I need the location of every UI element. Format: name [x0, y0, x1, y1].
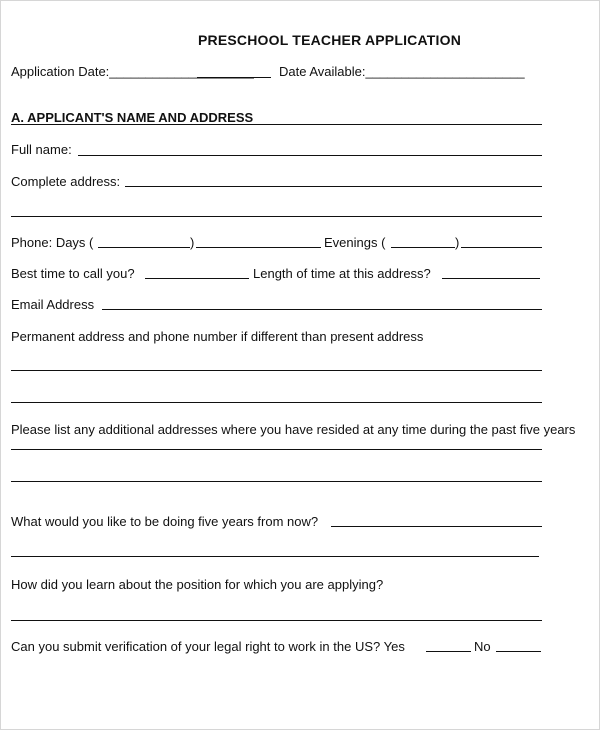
- evenings-number-field[interactable]: [461, 247, 542, 248]
- verification-yes-field[interactable]: [426, 651, 471, 652]
- five-years-label: What would you like to be doing five years from now?: [11, 514, 319, 529]
- phone-days-area-code-field[interactable]: [98, 247, 190, 248]
- complete-address-label: Complete address:: [11, 174, 121, 189]
- complete-address-field[interactable]: [125, 186, 542, 187]
- learn-about-position-field[interactable]: [11, 620, 542, 621]
- length-of-time-field[interactable]: [442, 278, 540, 279]
- complete-address-field-line-2[interactable]: [11, 216, 542, 217]
- permanent-address-field-line-1[interactable]: [11, 370, 542, 371]
- additional-addresses-field-line-2[interactable]: [11, 481, 542, 482]
- full-name-field[interactable]: [78, 155, 542, 156]
- additional-addresses-field-line-1[interactable]: [11, 449, 542, 450]
- email-field[interactable]: [102, 309, 542, 310]
- phone-days-number-field[interactable]: [196, 247, 321, 248]
- five-years-field-line-2[interactable]: [11, 556, 539, 557]
- section-a-heading: A. APPLICANT'S NAME AND ADDRESS: [11, 110, 254, 125]
- best-time-field[interactable]: [145, 278, 249, 279]
- evenings-label: Evenings (: [324, 235, 386, 250]
- permanent-address-field-line-2[interactable]: [11, 402, 542, 403]
- phone-days-close-paren: ): [190, 235, 195, 250]
- best-time-label: Best time to call you?: [11, 266, 135, 281]
- form-title: PRESCHOOL TEACHER APPLICATION: [198, 32, 462, 48]
- evenings-close-paren: ): [455, 235, 460, 250]
- verification-no-field[interactable]: [496, 651, 541, 652]
- length-of-time-label: Length of time at this address?: [253, 266, 431, 281]
- email-label: Email Address: [11, 297, 95, 312]
- application-date-label: Application Date:____________________: [11, 64, 254, 79]
- additional-addresses-label: Please list any additional addresses where you have resided at any time during the past five years: [11, 422, 576, 437]
- learn-about-position-label: How did you learn about the position for which you are applying?: [11, 577, 384, 592]
- full-name-label: Full name:: [11, 142, 72, 157]
- permanent-address-label: Permanent address and phone number if different than present address: [11, 329, 424, 344]
- evenings-area-code-field[interactable]: [391, 247, 455, 248]
- verification-no-label: No: [474, 639, 491, 654]
- five-years-field[interactable]: [331, 526, 542, 527]
- phone-days-label: Phone: Days (: [11, 235, 94, 250]
- date-available-label: Date Available:______________________: [279, 64, 525, 79]
- section-a-underline: [11, 124, 542, 125]
- verification-label: Can you submit verification of your legal right to work in the US? Yes: [11, 639, 405, 654]
- application-date-field[interactable]: [197, 77, 271, 78]
